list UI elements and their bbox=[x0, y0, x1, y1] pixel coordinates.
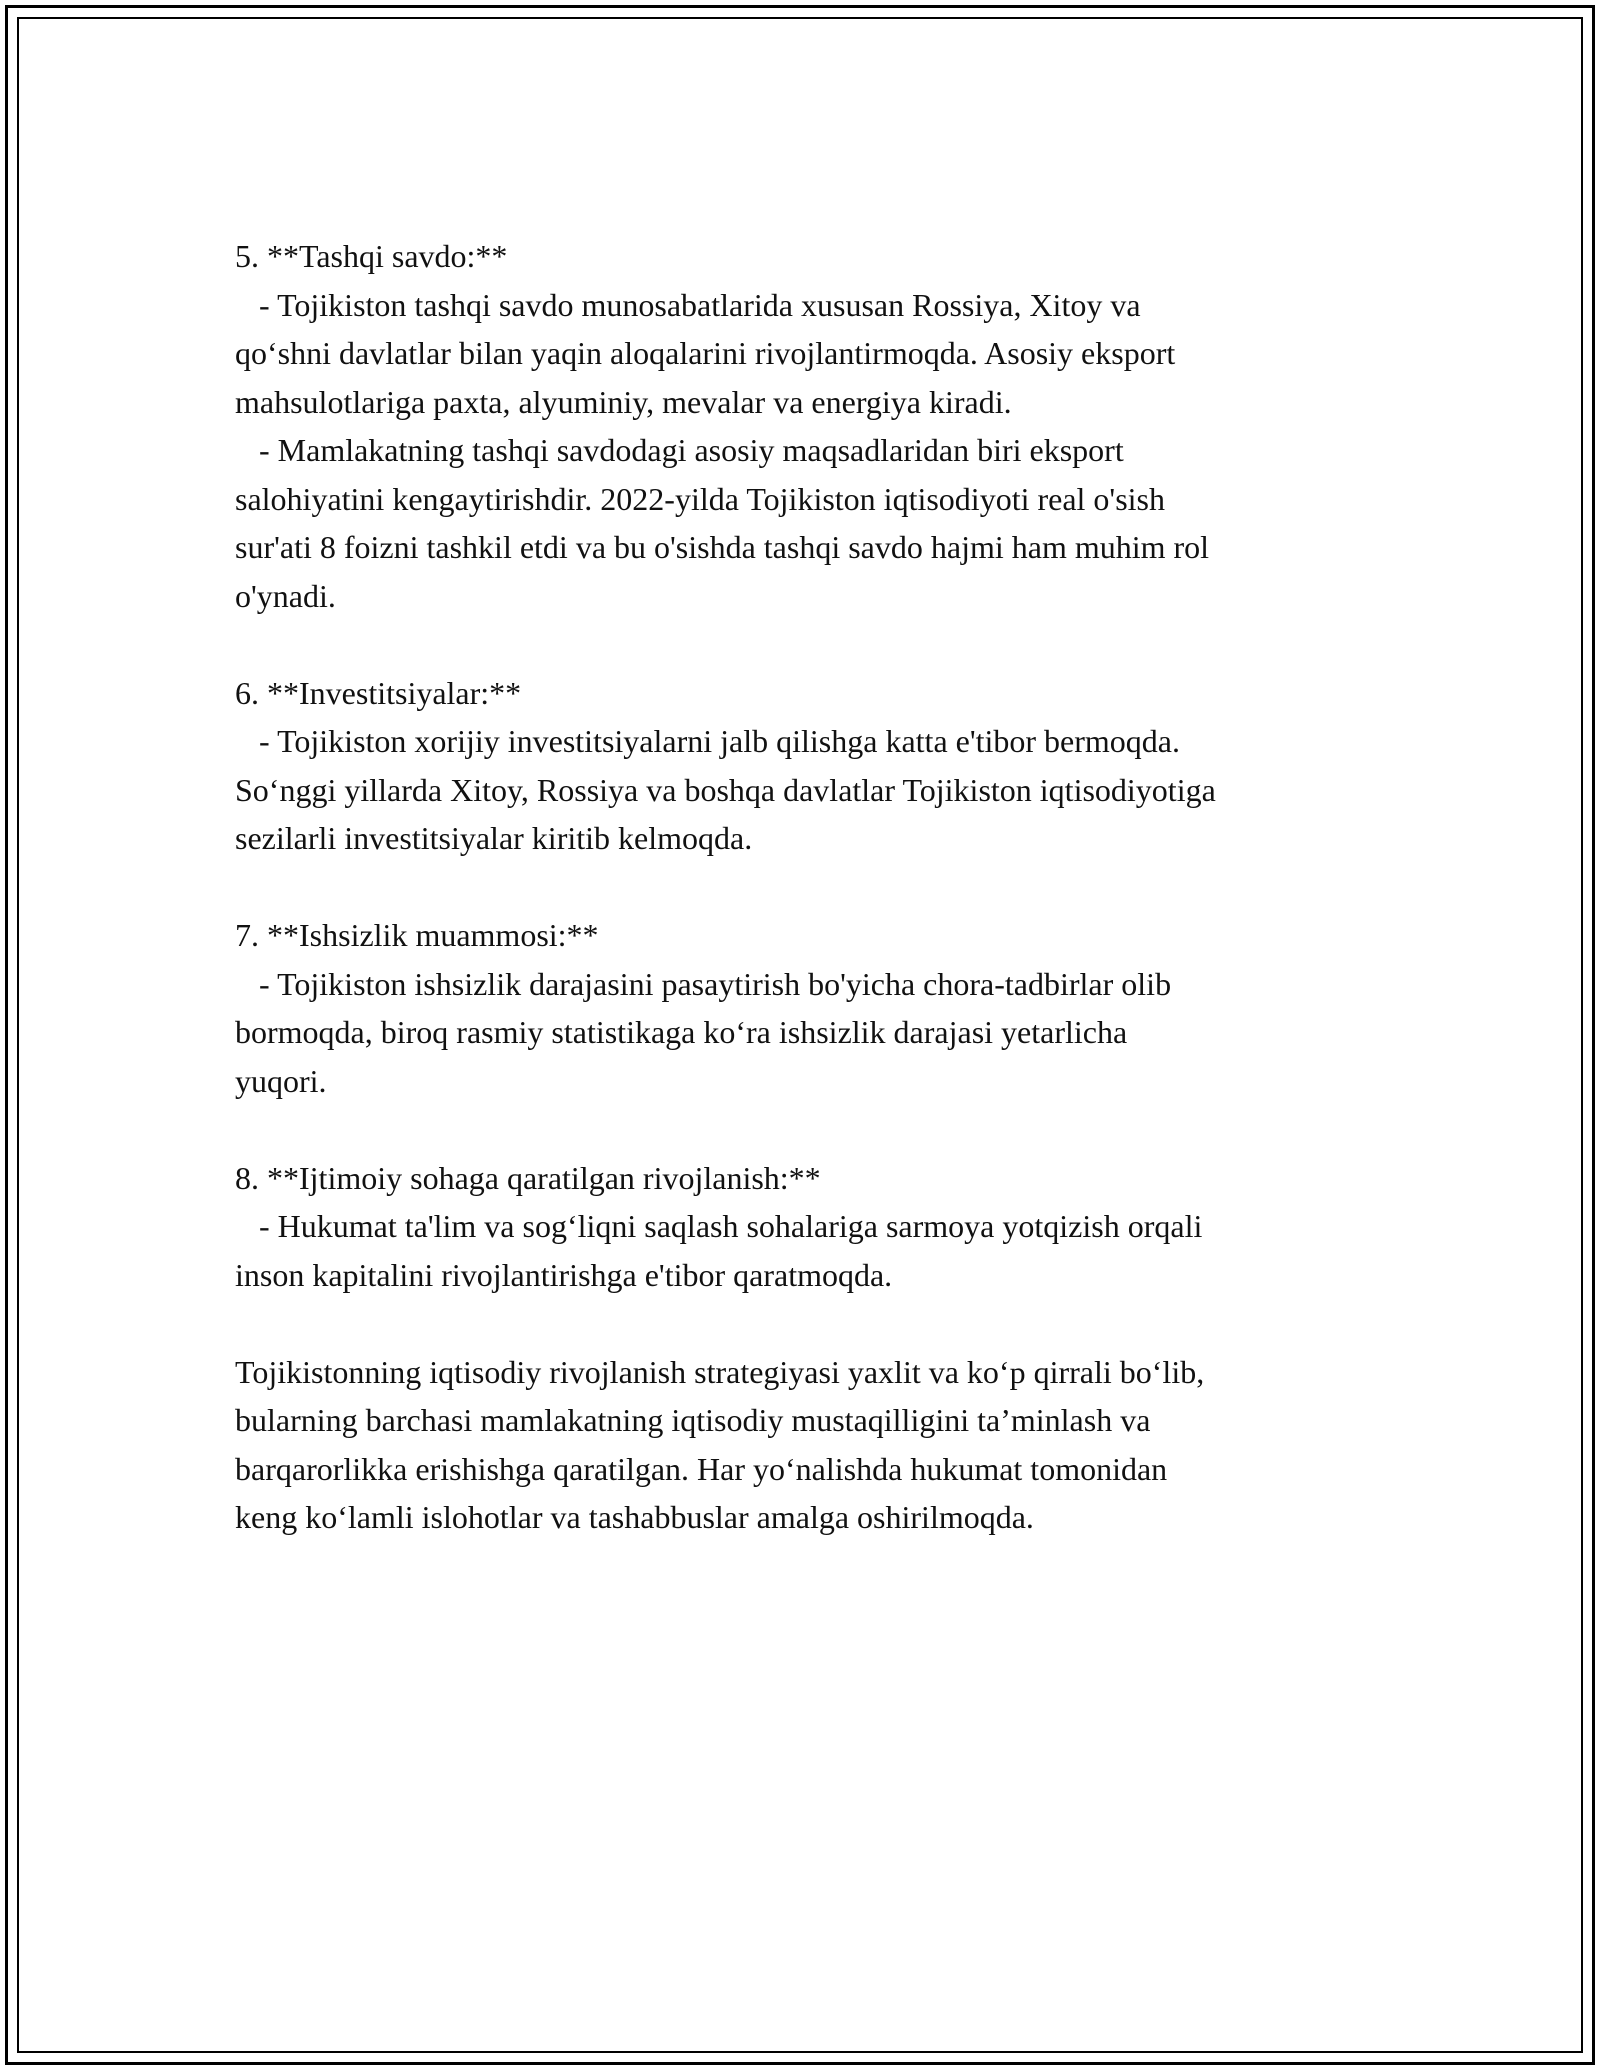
paragraph-line: - Tojikiston ishsizlik darajasini pasaytirish bo'yicha chora-tadbirlar olib bbox=[235, 965, 1172, 1002]
paragraph-line: sezilarli investitsiyalar kiritib kelmoqda. bbox=[235, 820, 753, 856]
paragraph-line: qo‘shni davlatlar bilan yaqin aloqalarini rivojlantirmoqda. Asosiy eksport bbox=[235, 335, 1176, 371]
paragraph-gap bbox=[235, 863, 1375, 912]
paragraph-line: So‘nggi yillarda Xitoy, Rossiya va boshqa davlatlar Tojikiston iqtisodiyotiga bbox=[235, 771, 1216, 808]
conclusion-line: Tojikistonning iqtisodiy rivojlanish strategiyasi yaxlit va ko‘p qirrali bo‘lib, bbox=[235, 1353, 1205, 1390]
paragraph-gap bbox=[235, 620, 1375, 669]
section-heading: 8. **Ijtimoiy sohaga qaratilgan rivojlanish:** bbox=[235, 1159, 821, 1196]
conclusion-line: barqarorlikka erishishga qaratilgan. Har yo‘nalishda hukumat tomonidan bbox=[235, 1450, 1168, 1487]
paragraph-line: sur'ati 8 foizni tashkil etdi va bu o'sishda tashqi savdo hajmi ham muhim rol bbox=[235, 529, 1210, 565]
section-heading: 6. **Investitsiyalar:** bbox=[235, 674, 522, 711]
document-body bbox=[235, 232, 1375, 1542]
paragraph-gap bbox=[235, 1105, 1375, 1154]
paragraph-line: inson kapitalini rivojlantirishga e'tibor qaratmoqda. bbox=[235, 1256, 893, 1293]
paragraph-line: yuqori. bbox=[235, 1062, 327, 1099]
section-heading: 5. **Tashqi savdo:** bbox=[235, 238, 508, 274]
paragraph-line: o'ynadi. bbox=[235, 577, 336, 614]
paragraph-line: salohiyatini kengaytirishdir. 2022-yilda Tojikiston iqtisodiyoti real o'sish bbox=[235, 480, 1165, 517]
conclusion-line: bularning barchasi mamlakatning iqtisodiy mustaqilligini ta’minlash va bbox=[235, 1402, 1151, 1438]
paragraph-line: - Hukumat ta'lim va sog‘liqni saqlash sohalariga sarmoya yotqizish orqali bbox=[235, 1208, 1203, 1244]
conclusion-line: keng ko‘lamli islohotlar va tashabbuslar amalga oshirilmoqda. bbox=[235, 1499, 1034, 1535]
paragraph-line: - Tojikiston tashqi savdo munosabatlarida xususan Rossiya, Xitoy va bbox=[235, 286, 1141, 323]
section-heading: 7. **Ishsizlik muammosi:** bbox=[235, 917, 599, 953]
paragraph-line: - Mamlakatning tashqi savdodagi asosiy maqsadlaridan biri eksport bbox=[235, 432, 1124, 468]
paragraph-line: mahsulotlariga paxta, alyuminiy, mevalar va energiya kiradi. bbox=[235, 383, 1012, 420]
paragraph-line: - Tojikiston xorijiy investitsiyalarni jalb qilishga katta e'tibor bermoqda. bbox=[235, 723, 1180, 759]
paragraph-gap bbox=[235, 1299, 1375, 1348]
paragraph-line: bormoqda, biroq rasmiy statistikaga ko‘ra ishsizlik darajasi yetarlicha bbox=[235, 1014, 1128, 1050]
